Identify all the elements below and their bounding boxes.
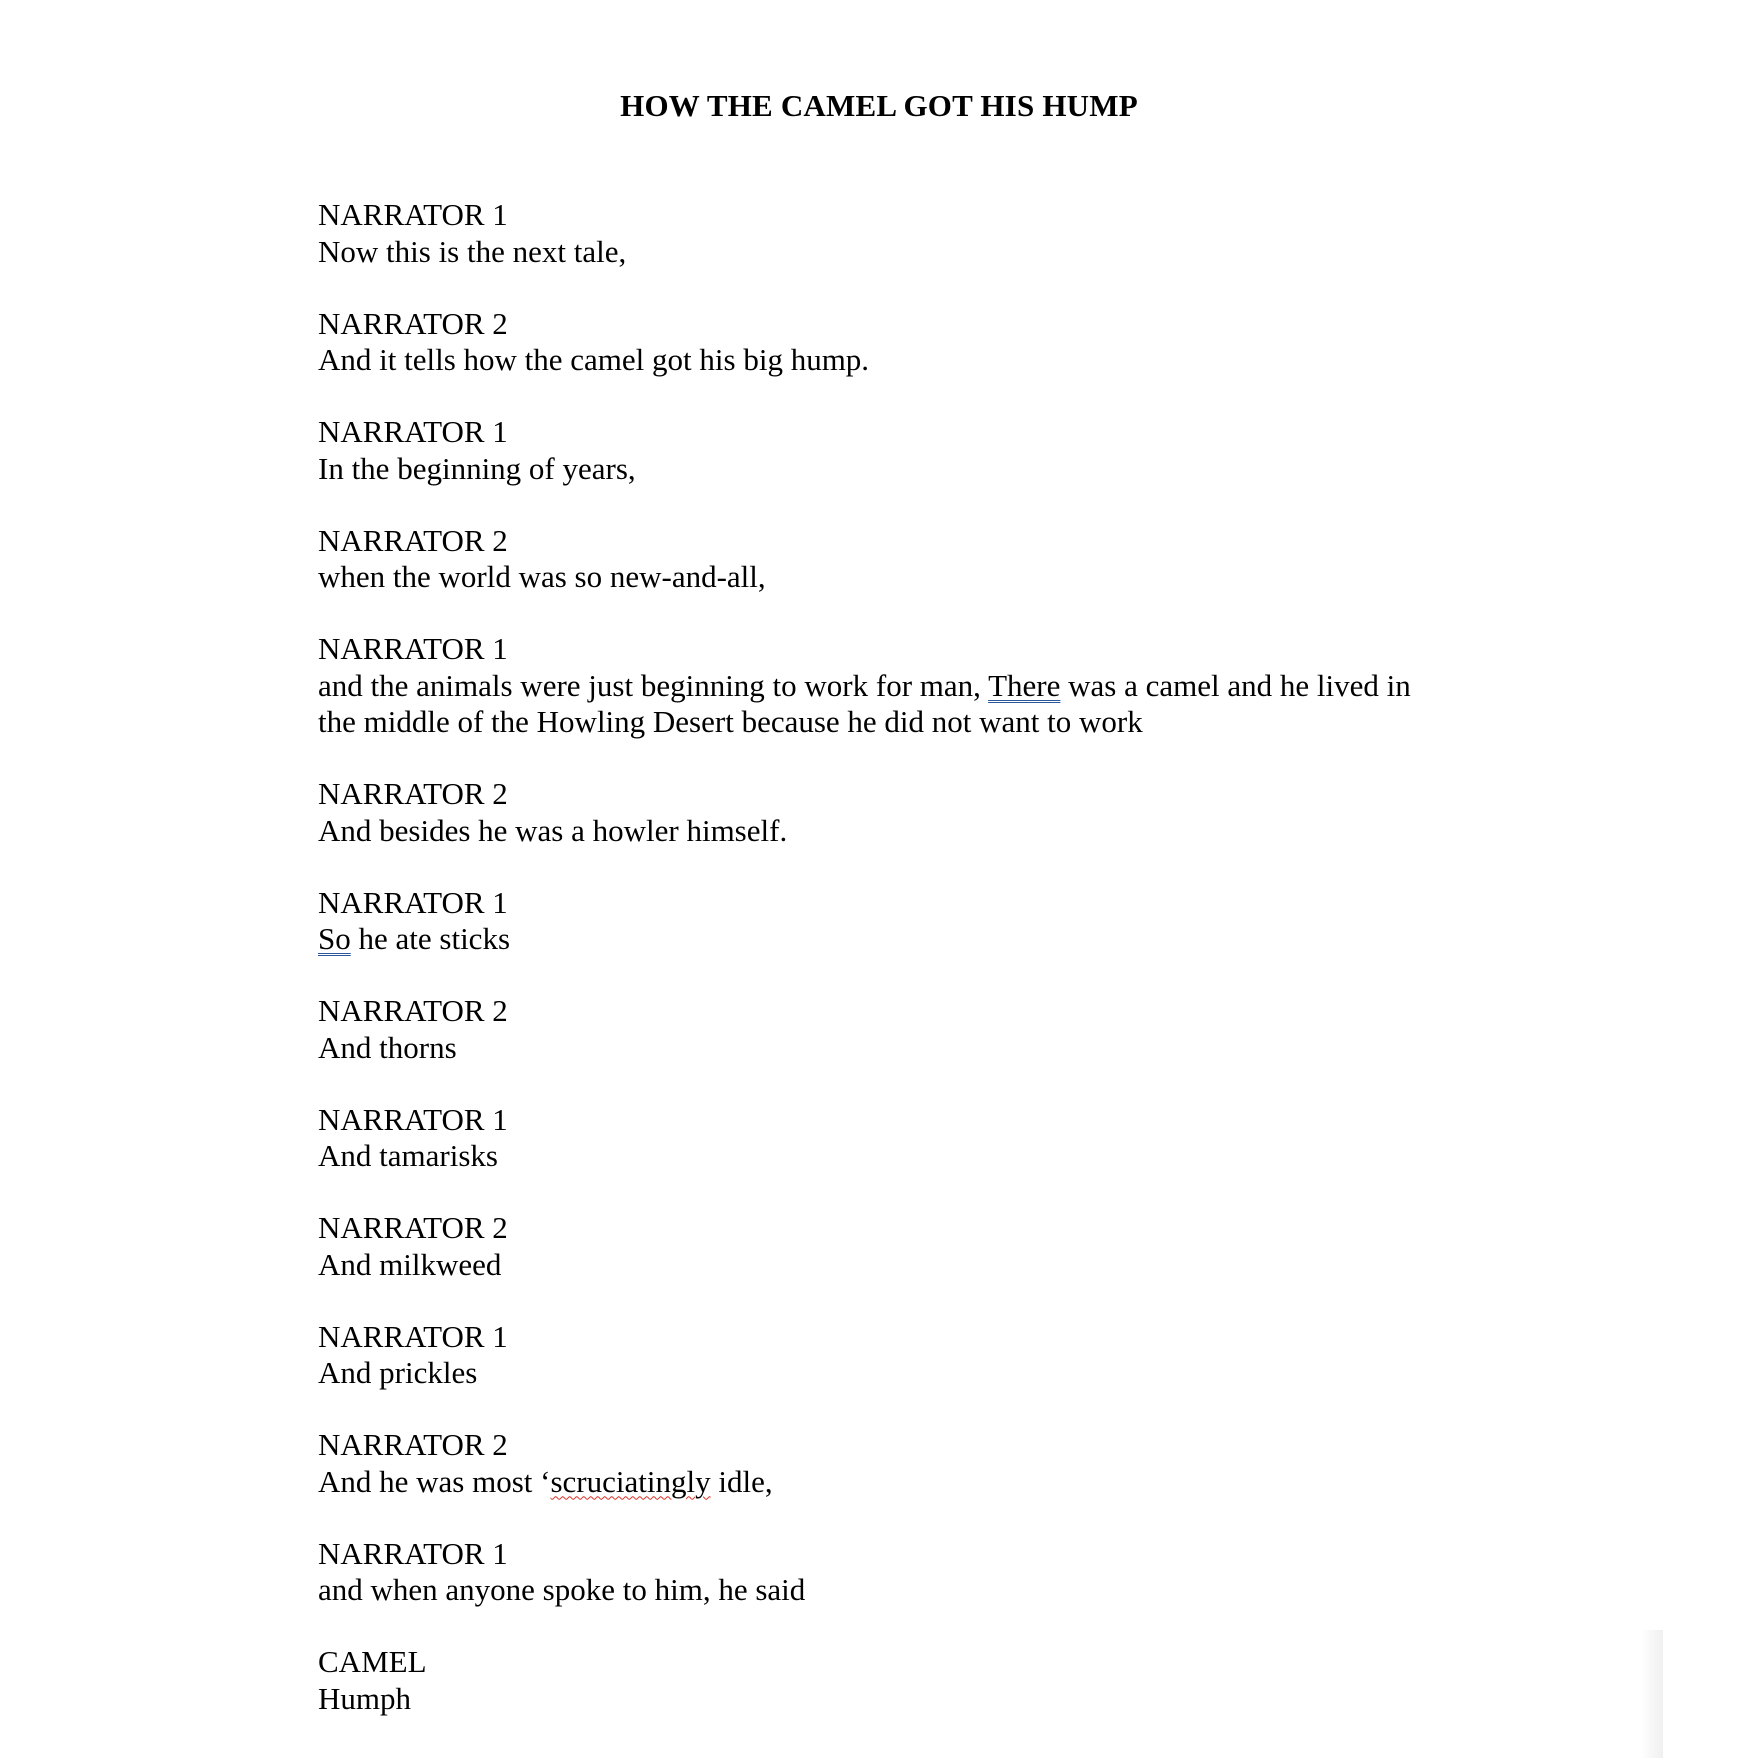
dialogue-block <box>318 197 1458 270</box>
grammar-flagged-word: So <box>318 921 351 956</box>
dialogue-block <box>318 631 1458 741</box>
dialogue-line: And milkweed <box>318 1246 502 1282</box>
dialogue-block <box>318 1319 1458 1392</box>
dialogue-line: In the beginning of years, <box>318 450 636 486</box>
dialogue-block <box>318 414 1458 487</box>
page-edge-shadow <box>1641 1630 1663 1758</box>
dialogue-block <box>318 993 1458 1066</box>
speaker-name: NARRATOR 1 <box>318 1101 508 1137</box>
dialogue-block <box>318 776 1458 849</box>
dialogue-block <box>318 1536 1458 1609</box>
dialogue-line: And besides he was a howler himself. <box>318 812 788 848</box>
dialogue-line: And tamarisks <box>318 1138 498 1173</box>
dialogue-line: Now this is the next tale, <box>318 233 627 269</box>
grammar-flagged-word: There <box>988 667 1061 703</box>
speaker-name: NARRATOR 2 <box>318 522 508 558</box>
speaker-name: NARRATOR 1 <box>318 197 508 232</box>
dialogue-line <box>318 921 1458 958</box>
dialogue-line: when the world was so new-and-all, <box>318 559 766 594</box>
speaker-name: NARRATOR 2 <box>318 1427 508 1462</box>
dialogue-text: idle, <box>710 1463 773 1499</box>
speaker-name: NARRATOR 2 <box>318 305 508 341</box>
speaker-name: NARRATOR 1 <box>318 631 508 666</box>
speaker-name: NARRATOR 2 <box>318 993 508 1028</box>
spelling-flagged-word: scruciatingly <box>550 1463 711 1499</box>
dialogue-line: and when anyone spoke to him, he said <box>318 1572 806 1607</box>
dialogue-block <box>318 523 1458 596</box>
speaker-name: CAMEL <box>318 1644 427 1679</box>
dialogue-line: And prickles <box>318 1355 478 1390</box>
dialogue-text: and the animals were just beginning to work for man, <box>318 667 989 703</box>
dialogue-line <box>318 668 1458 705</box>
dialogue-block <box>318 306 1458 379</box>
dialogue-line: the middle of the Howling Desert because he did not want to work <box>318 704 1143 739</box>
dialogue-line: Humph <box>318 1680 411 1716</box>
dialogue-block <box>318 1644 1458 1717</box>
document-title: HOW THE CAMEL GOT HIS HUMP <box>620 88 1138 123</box>
speaker-name: NARRATOR 1 <box>318 1318 508 1354</box>
script-body <box>318 197 1458 1717</box>
dialogue-line: And thorns <box>318 1029 457 1065</box>
dialogue-text: was a camel and he lived in <box>1060 667 1411 703</box>
dialogue-block <box>318 1427 1458 1500</box>
dialogue-line: And it tells how the camel got his big hump. <box>318 342 870 377</box>
dialogue-block <box>318 1102 1458 1175</box>
speaker-name: NARRATOR 2 <box>318 776 508 811</box>
dialogue-text: he ate sticks <box>350 921 511 956</box>
speaker-name: NARRATOR 1 <box>318 414 508 449</box>
speaker-name: NARRATOR 1 <box>318 1535 508 1571</box>
dialogue-text: And he was most ‘ <box>318 1463 551 1499</box>
speaker-name: NARRATOR 2 <box>318 1210 508 1245</box>
speaker-name: NARRATOR 1 <box>318 884 508 920</box>
dialogue-block <box>318 885 1458 958</box>
dialogue-block <box>318 1210 1458 1283</box>
dialogue-line <box>318 1464 1458 1501</box>
